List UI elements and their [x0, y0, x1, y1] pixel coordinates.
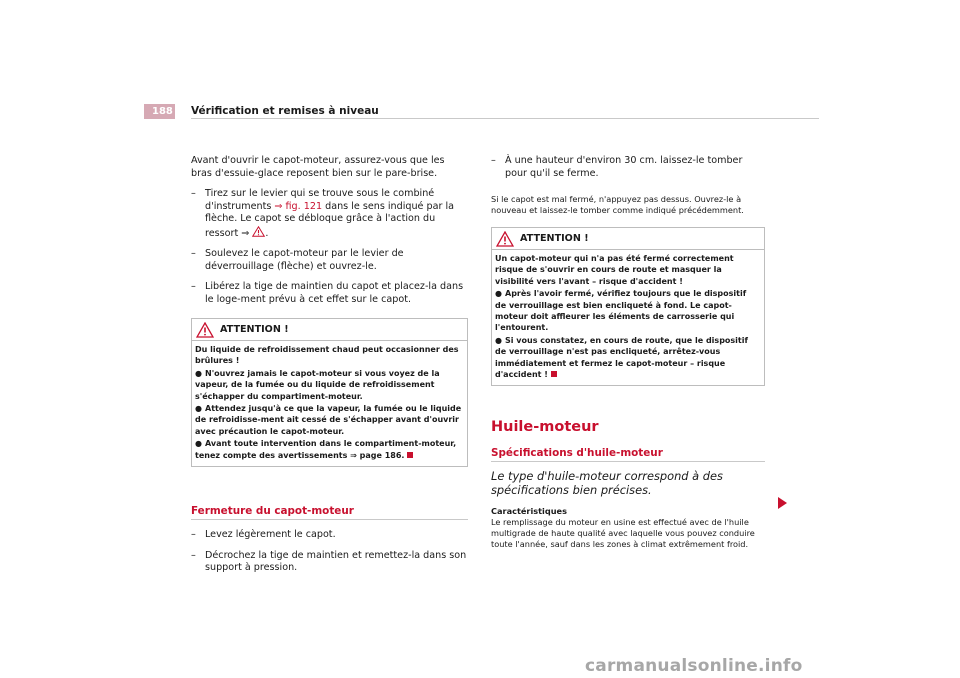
- warning-header: [192, 319, 467, 341]
- warning-lead: Un capot-moteur qui n'a pas été fermé correctement risque de s'ouvrir en cours de route et masquer la visibilité vers l'avant – risque d'accident !: [495, 254, 734, 286]
- warning-title: ATTENTION !: [520, 233, 589, 244]
- warning-box: [491, 227, 765, 386]
- warning-box: [191, 318, 468, 467]
- step-text: Soulevez le capot-moteur par le levier de déverrouillage (flèche) et ouvrez-le.: [205, 248, 404, 272]
- warning-body: [492, 250, 764, 385]
- right-column: [491, 155, 765, 558]
- closing-step-1: – Levez légèrement le capot.: [191, 529, 336, 541]
- warning-body: [192, 341, 467, 466]
- step-text: dans le sens indiqué par la flèche. Le capot se débloque grâce à l'action du ressort ⇒: [205, 200, 454, 239]
- warning-item: ● Si vous constatez, en cours de route, que le dispositif de verrouillage n'est pas encliqueté, arrêtez-vous immédiatement et fermez le capot-moteur – risque d'accident !: [495, 335, 748, 380]
- step-text: À une hauteur d'environ 30 cm. laissez-le tomber pour qu'il se ferme.: [505, 155, 743, 179]
- page-number: 188: [152, 106, 173, 117]
- end-of-section-marker-icon: [551, 371, 557, 377]
- instruction-step-1: – Tirez sur le levier qui se trouve sous le combiné d'instruments ⇒ fig. 121 dans le sens indiqué par la flèche. Le capot se débloque grâce à l'action du ressort ⇒ .: [191, 188, 454, 239]
- warning-triangle-icon: [196, 322, 214, 338]
- warning-lead: Du liquide de refroidissement chaud peut occasionner des brûlures !: [195, 345, 459, 366]
- warning-item: ● Avant toute intervention dans le compartiment-moteur, tenez compte des avertissements ⇒ page 186.: [195, 439, 457, 460]
- left-column: [191, 155, 468, 583]
- closing-step-3: – À une hauteur d'environ 30 cm. laissez-le tomber pour qu'il se ferme.: [491, 155, 743, 179]
- warning-item: ● Après l'avoir fermé, vérifiez toujours que le dispositif de verrouillage est bien encliqueté à fond. Le capot-moteur doit affleurer les éléments de carrosserie qui l'entourent.: [495, 289, 747, 333]
- section-intro: Le type d'huile-moteur correspond à des spécifications bien précises.: [491, 469, 723, 498]
- step-text: Levez légèrement le capot.: [205, 529, 336, 541]
- warning-header: [492, 228, 764, 250]
- end-of-section-marker-icon: [407, 452, 413, 458]
- running-header-title: Vérification et remises à niveau: [191, 105, 379, 117]
- chapter-title: Huile-moteur: [491, 419, 599, 436]
- header-divider: [191, 118, 819, 119]
- instruction-step-2: – Soulevez le capot-moteur par le levier de déverrouillage (flèche) et ouvrez-le.: [191, 248, 404, 272]
- footer-watermark: carmanualsonline.info: [585, 656, 803, 676]
- step-text: Tirez sur le levier qui se trouve sous le combiné d'instruments: [205, 188, 435, 212]
- subsection-heading: Spécifications d'huile-moteur: [491, 447, 765, 462]
- section-heading-closing: Fermeture du capot-moteur: [191, 505, 468, 520]
- warning-item: ● Attendez jusqu'à ce que la vapeur, la fumée ou le liquide de refroidisse-ment ait cessé de s'échapper avant d'ouvrir avec précaution le capot-moteur.: [195, 404, 462, 436]
- characteristics-heading: Caractéristiques: [491, 506, 567, 517]
- step-text: Décrochez la tige de maintien et remettez-la dans son support à pression.: [205, 549, 467, 574]
- figure-reference-link[interactable]: ⇒ fig. 121: [274, 200, 323, 212]
- next-page-arrow-icon[interactable]: [778, 497, 787, 509]
- note-paragraph: Si le capot est mal fermé, n'appuyez pas dessus. Ouvrez-le à nouveau et laissez-le tomber comme indiqué précédemment.: [491, 194, 744, 215]
- step-text: Libérez la tige de maintien du capot et placez-la dans le loge-ment prévu à cet effet sur le capot.: [205, 281, 464, 305]
- warning-triangle-icon: [252, 226, 265, 237]
- closing-step-2: – Décrochez la tige de maintien et remettez-la dans son support à pression.: [191, 549, 467, 574]
- warning-title: ATTENTION !: [220, 324, 289, 335]
- warning-item: ● N'ouvrez jamais le capot-moteur si vous voyez de la vapeur, de la fumée ou du liquide de refroidissement s'échapper du compartiment-moteur.: [195, 368, 440, 401]
- warning-triangle-icon: [496, 231, 514, 247]
- characteristics-text: Le remplissage du moteur en usine est effectué avec de l'huile multigrade de haute qualité avec laquelle vous pouvez conduire toute l'année, sauf dans les zones à climat extrêmement froid.: [491, 517, 755, 550]
- instruction-step-3: – Libérez la tige de maintien du capot et placez-la dans le loge-ment prévu à cet effet sur le capot.: [191, 281, 464, 305]
- intro-paragraph: Avant d'ouvrir le capot-moteur, assurez-vous que les bras d'essuie-glace reposent bien sur le pare-brise.: [191, 155, 445, 179]
